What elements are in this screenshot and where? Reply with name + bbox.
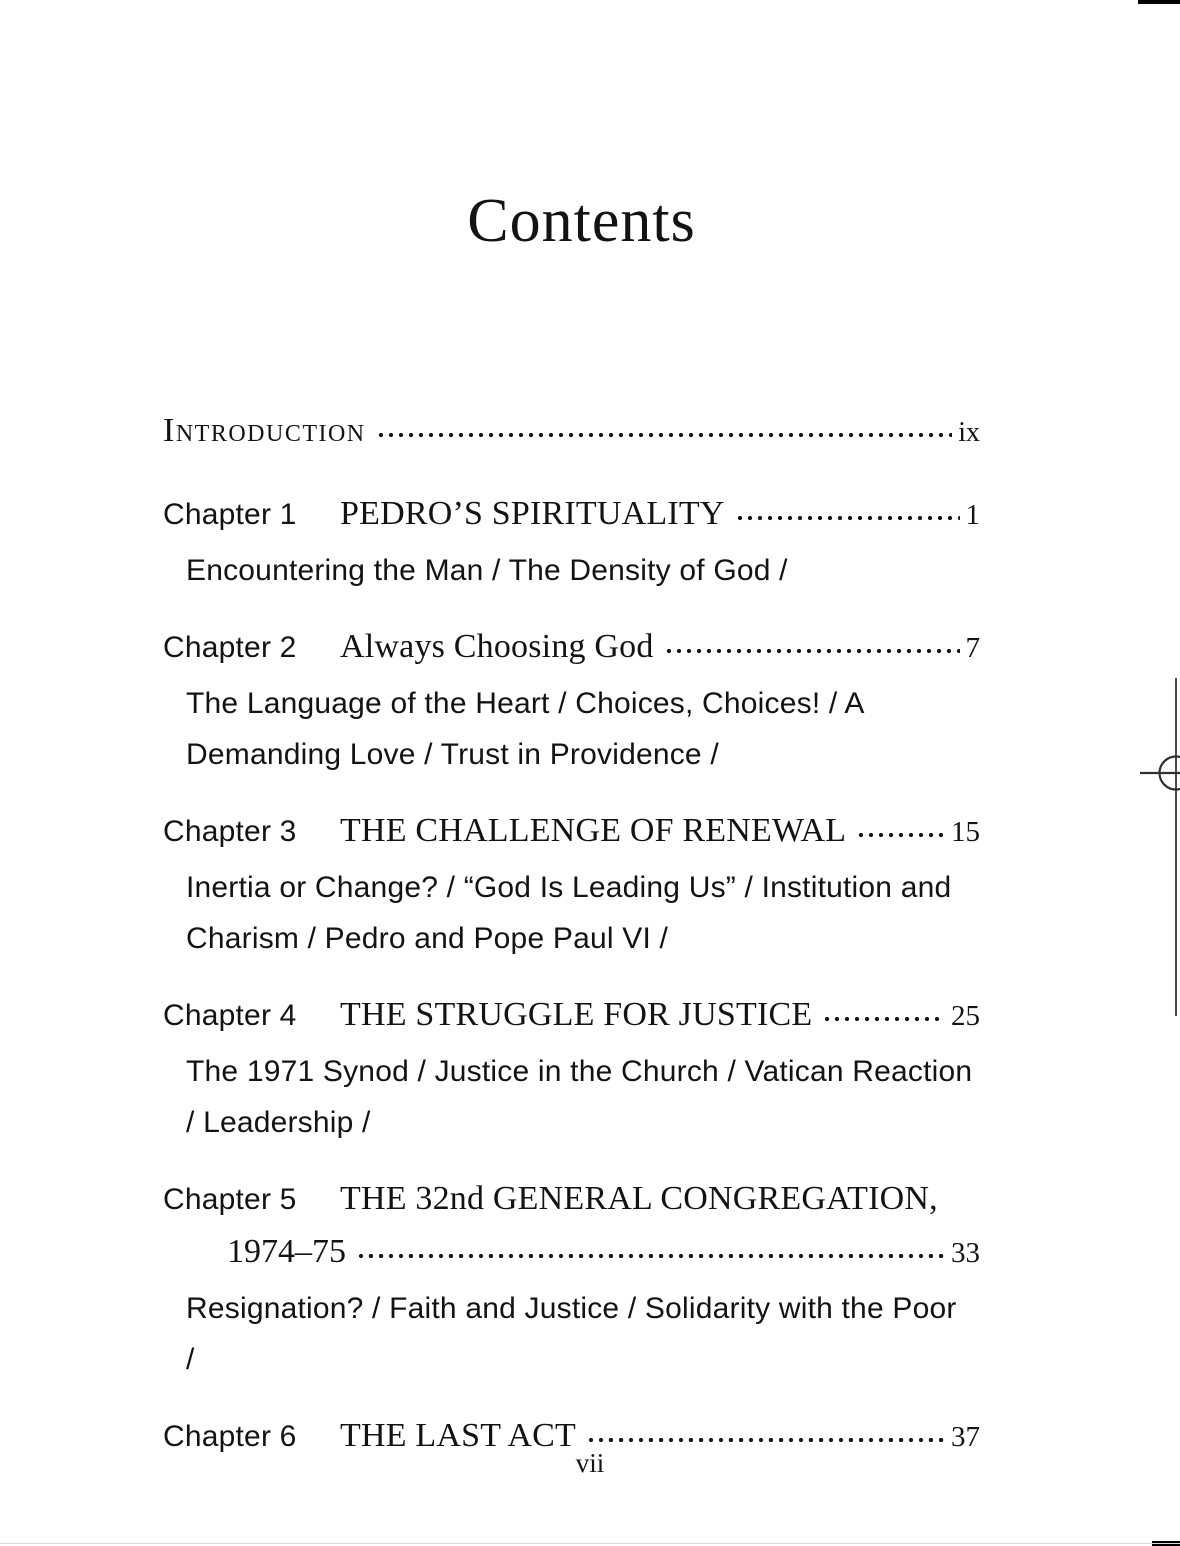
chapter-label: Chapter 5 <box>163 1183 297 1216</box>
introduction-page-number: ix <box>958 417 980 448</box>
chapter-heading-row <box>163 621 980 674</box>
chapter-label: Chapter 3 <box>163 815 297 848</box>
registration-mark-icon <box>1140 751 1180 795</box>
chapter-topics <box>163 545 980 596</box>
chapter-heading-row <box>163 488 980 541</box>
chapter-title: THE CHALLENGE OF RENEWAL <box>340 812 847 849</box>
topic-line: / Leadership / <box>186 1106 371 1139</box>
topic-line: Inertia or Change? / “God Is Leading Us” / Institution and <box>186 871 952 904</box>
toc-entry <box>163 488 980 596</box>
chapter-page-number: 33 <box>951 1237 980 1269</box>
chapter-label: Chapter 6 <box>163 1420 297 1453</box>
topic-line: The Language of the Heart / Choices, Choices! / A <box>186 687 865 720</box>
chapter-title: THE LAST ACT <box>340 1417 577 1454</box>
dot-leader <box>856 832 945 838</box>
chapter-page-number: 7 <box>965 632 980 664</box>
folio-page-number: vii <box>575 1448 605 1478</box>
chapter-label: Chapter 4 <box>163 999 297 1032</box>
chapter-page-number: 15 <box>951 816 980 848</box>
trim-line <box>1175 678 1177 1016</box>
chapter-label: Chapter 1 <box>163 498 297 531</box>
chapter-page-number: 1 <box>965 499 980 531</box>
toc-entry <box>163 805 980 964</box>
chapter-page-number: 37 <box>951 1421 980 1453</box>
chapter-title: Always Choosing God <box>340 628 654 665</box>
chapter-heading-row <box>163 1173 980 1226</box>
topic-line: The 1971 Synod / Justice in the Church / Vatican Reaction <box>186 1055 973 1088</box>
chapter-heading-row <box>163 805 980 858</box>
chapter-page-number: 25 <box>951 1000 980 1032</box>
page-title: Contents <box>467 187 696 255</box>
dot-leader <box>735 515 960 521</box>
chapter-topics <box>163 862 980 964</box>
dot-leader <box>356 1253 945 1259</box>
topic-line: Resignation? / Faith and Justice / Solidarity with the Poor <box>186 1292 957 1325</box>
topic-line: / <box>186 1343 195 1376</box>
chapter-title: PEDRO’S SPIRITUALITY <box>340 495 725 532</box>
topic-line: Encountering the Man / The Density of God / <box>186 554 788 587</box>
chapter-heading-row <box>163 989 980 1042</box>
introduction-label: Introduction <box>163 412 366 449</box>
chapter-list <box>163 488 980 1463</box>
toc-entry <box>163 621 980 780</box>
toc-entry-introduction <box>163 408 980 456</box>
chapter-title: THE 32nd GENERAL CONGREGATION, <box>340 1180 938 1217</box>
chapter-topics <box>163 1046 980 1148</box>
dot-leader <box>664 648 960 654</box>
dot-leader <box>376 432 953 438</box>
chapter-heading-continuation-row <box>163 1226 980 1279</box>
toc-entry <box>163 989 980 1148</box>
chapter-title: THE STRUGGLE FOR JUSTICE <box>340 996 813 1033</box>
dot-leader <box>586 1437 945 1443</box>
chapter-topics <box>163 678 980 780</box>
dot-leader <box>822 1016 945 1022</box>
topic-line: Charism / Pedro and Pope Paul VI / <box>186 922 669 955</box>
page-edge-line <box>0 1543 1180 1544</box>
chapter-label: Chapter 2 <box>163 631 297 664</box>
toc-entry <box>163 1173 980 1385</box>
chapter-topics <box>163 1283 980 1385</box>
scan-corner-mark-top-right <box>1138 0 1180 4</box>
chapter-title-line2: 1974–75 <box>227 1233 346 1270</box>
topic-line: Demanding Love / Trust in Providence / <box>186 738 719 771</box>
table-of-contents <box>163 408 980 1488</box>
